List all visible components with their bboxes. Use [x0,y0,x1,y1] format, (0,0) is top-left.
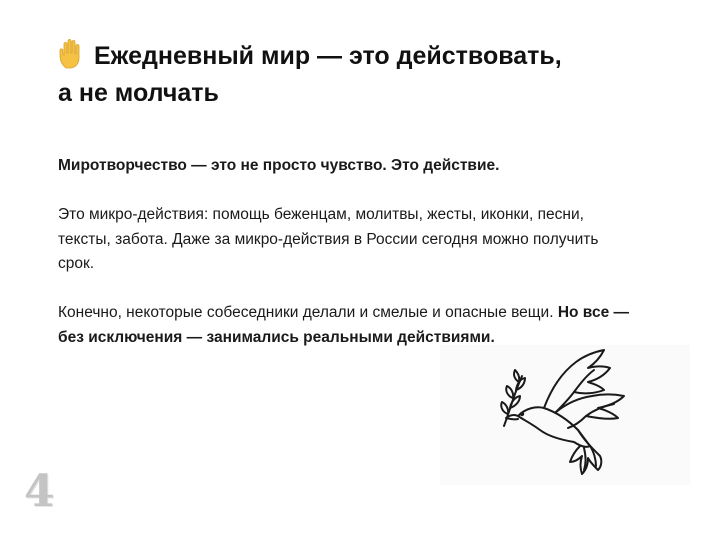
paragraph-conclusion-normal: Конечно, некоторые собеседники делали и смелые и опасные вещи. [58,304,558,321]
paragraph-micro-actions: Это микро-действия: помощь беженцам, молитвы, жесты, иконки, песни, тексты, забота. Даже за микро-действия в России сегодня можно получить срок. [58,206,599,272]
title-line-1: Ежедневный мир — это действовать, [94,42,562,70]
paragraph-conclusion-bold: Но все — без исключения — занимались реальными действиями. [58,304,630,346]
paragraph-thesis: Миротворчество — это не просто чувство. Это действие. [58,157,500,174]
paragraph-conclusion [58,301,638,350]
dove-with-olive-branch-icon [496,348,630,476]
title-line-2: а не молчать [58,79,219,107]
raised-hand-icon [58,38,88,70]
page-number: 4 [24,466,55,517]
slide-title [58,38,658,112]
body-text [58,154,638,350]
